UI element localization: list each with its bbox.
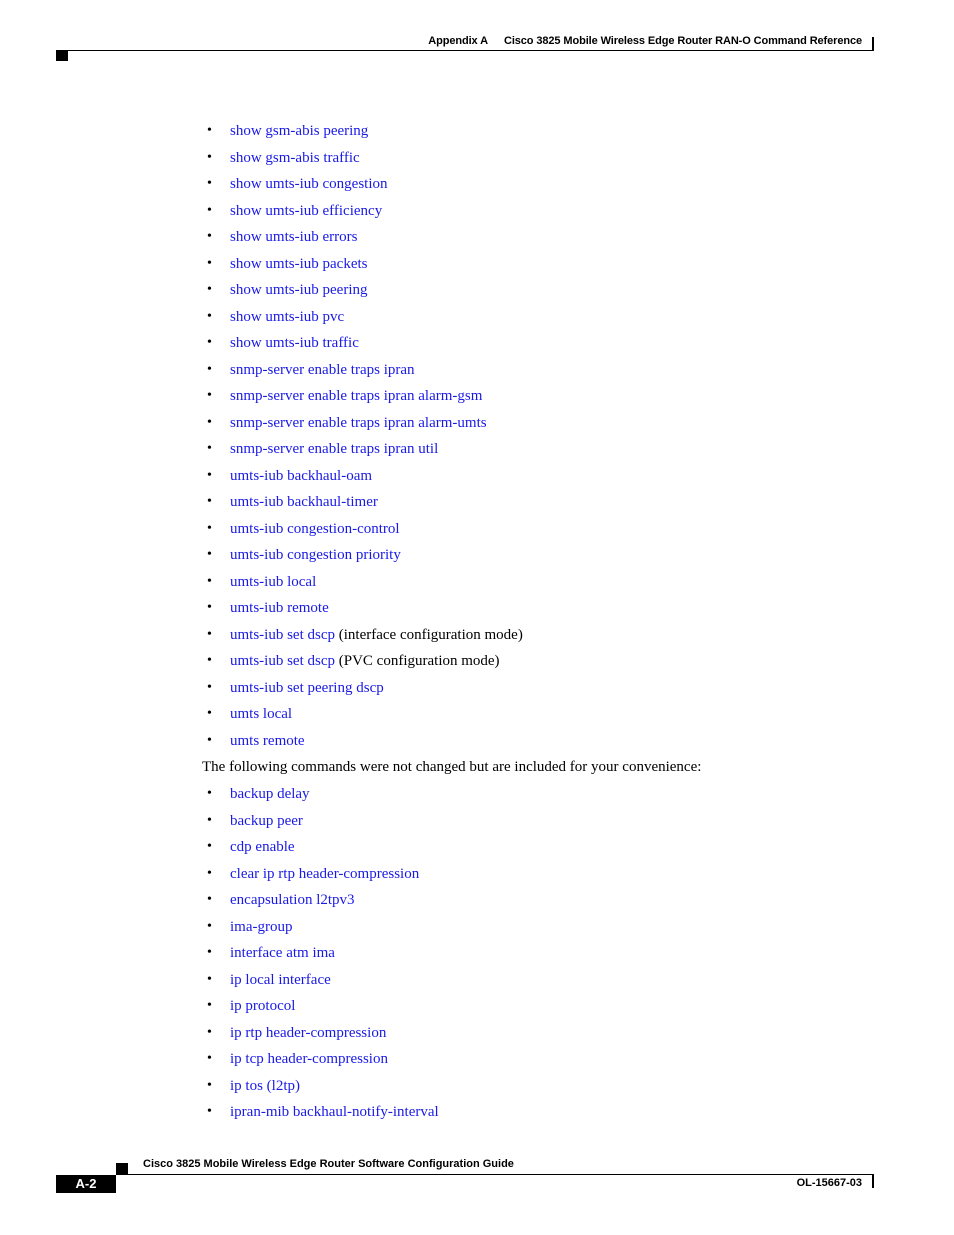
- list-item: [202, 251, 523, 278]
- list-item: [202, 224, 523, 251]
- header-title: Cisco 3825 Mobile Wireless Edge Router RAN-O Command Reference: [503, 35, 862, 47]
- list-item: [202, 622, 523, 649]
- command-link[interactable]: cdp enable: [230, 839, 295, 855]
- list-item: [202, 1046, 439, 1073]
- list-item: [202, 728, 523, 755]
- list-item: [202, 781, 439, 808]
- bullet-icon: •: [207, 971, 212, 987]
- bullet-icon: •: [207, 176, 212, 191]
- command-link[interactable]: ipran-mib backhaul-notify-interval: [230, 1104, 439, 1120]
- list-item: [202, 861, 439, 888]
- command-link[interactable]: clear ip rtp header-compression: [230, 865, 420, 882]
- header-tick-mark: [872, 37, 874, 51]
- header-section: Appendix A: [428, 35, 488, 47]
- changed-commands-list: [202, 118, 523, 754]
- bullet-icon: •: [207, 918, 212, 934]
- bullet-icon: •: [207, 547, 212, 562]
- command-link[interactable]: show umts-iub traffic: [230, 335, 359, 351]
- command-link[interactable]: ip tos (l2tp): [230, 1077, 300, 1094]
- bullet-icon: •: [207, 892, 212, 907]
- command-link[interactable]: umts-iub backhaul-oam: [230, 467, 373, 484]
- list-item: [202, 357, 523, 384]
- bullet-icon: •: [207, 786, 212, 801]
- running-header: [428, 35, 862, 47]
- list-item: [202, 489, 523, 516]
- list-item: [202, 1099, 439, 1126]
- page-number-badge: A-2: [56, 1175, 116, 1193]
- bullet-icon: •: [207, 335, 212, 350]
- list-item: [202, 887, 439, 914]
- command-link[interactable]: umts-iub remote: [230, 600, 329, 616]
- list-item: [202, 569, 523, 596]
- bullet-icon: •: [207, 573, 212, 589]
- command-link[interactable]: umts remote: [230, 732, 305, 749]
- list-item: [202, 1073, 439, 1100]
- command-link[interactable]: backup peer: [230, 812, 303, 829]
- command-link[interactable]: umts-iub backhaul-timer: [230, 494, 378, 510]
- bullet-icon: •: [207, 494, 212, 509]
- list-item: [202, 383, 523, 410]
- command-link[interactable]: ip local interface: [230, 971, 331, 988]
- command-link[interactable]: show umts-iub pvc: [230, 308, 345, 325]
- command-link[interactable]: show umts-iub packets: [230, 255, 368, 272]
- bullet-icon: •: [207, 467, 212, 483]
- list-item: [202, 993, 439, 1020]
- command-link[interactable]: backup delay: [230, 786, 310, 802]
- command-link[interactable]: umts local: [230, 706, 293, 722]
- command-link[interactable]: umts-iub set dscp: [230, 626, 335, 643]
- command-qualifier: (PVC configuration mode): [335, 653, 500, 669]
- footer-rule: [116, 1174, 874, 1175]
- bullet-icon: •: [207, 706, 212, 721]
- command-link[interactable]: interface atm ima: [230, 945, 335, 961]
- footer-guide-title: Cisco 3825 Mobile Wireless Edge Router Software Configuration Guide: [143, 1158, 514, 1170]
- bullet-icon: •: [207, 812, 212, 828]
- command-link[interactable]: ima-group: [230, 918, 293, 935]
- command-link[interactable]: umts-iub set peering dscp: [230, 679, 384, 696]
- list-item: [202, 198, 523, 225]
- command-link[interactable]: show umts-iub efficiency: [230, 202, 383, 219]
- bullet-icon: •: [207, 202, 212, 218]
- bullet-icon: •: [207, 414, 212, 430]
- header-block-mark: [56, 51, 68, 61]
- list-item: [202, 304, 523, 331]
- list-item: [202, 277, 523, 304]
- command-link[interactable]: encapsulation l2tpv3: [230, 892, 355, 908]
- bullet-icon: •: [207, 149, 212, 165]
- command-link[interactable]: show umts-iub congestion: [230, 176, 388, 192]
- bullet-icon: •: [207, 388, 212, 403]
- bullet-icon: •: [207, 123, 212, 138]
- footer-block-mark: [116, 1163, 128, 1174]
- list-item: [202, 595, 523, 622]
- list-item: [202, 834, 439, 861]
- footer-tick-mark: [872, 1174, 874, 1188]
- list-item: [202, 516, 523, 543]
- command-link[interactable]: ip rtp header-compression: [230, 1024, 387, 1041]
- command-link[interactable]: show umts-iub peering: [230, 282, 368, 298]
- list-item: [202, 701, 523, 728]
- command-link[interactable]: show gsm-abis traffic: [230, 149, 360, 166]
- list-item: [202, 436, 523, 463]
- list-item: [202, 463, 523, 490]
- bullet-icon: •: [207, 626, 212, 642]
- command-link[interactable]: show gsm-abis peering: [230, 123, 369, 139]
- list-item: [202, 675, 523, 702]
- command-link[interactable]: ip protocol: [230, 998, 296, 1014]
- bullet-icon: •: [207, 229, 212, 244]
- bullet-icon: •: [207, 679, 212, 695]
- command-link[interactable]: ip tcp header-compression: [230, 1051, 388, 1067]
- bullet-icon: •: [207, 1104, 212, 1119]
- list-item: [202, 171, 523, 198]
- bullet-icon: •: [207, 441, 212, 456]
- list-item: [202, 940, 439, 967]
- unchanged-intro-paragraph: The following commands were not changed but are included for your convenience:: [202, 759, 702, 775]
- command-link[interactable]: snmp-server enable traps ipran: [230, 361, 415, 378]
- list-item: [202, 145, 523, 172]
- list-item: [202, 808, 439, 835]
- list-item: [202, 1020, 439, 1047]
- bullet-icon: •: [207, 282, 212, 297]
- bullet-icon: •: [207, 732, 212, 748]
- bullet-icon: •: [207, 998, 212, 1013]
- bullet-icon: •: [207, 255, 212, 271]
- unchanged-commands-list: [202, 781, 439, 1126]
- bullet-icon: •: [207, 520, 212, 536]
- bullet-icon: •: [207, 600, 212, 615]
- footer-doc-number: OL-15667-03: [796, 1177, 862, 1189]
- bullet-icon: •: [207, 308, 212, 324]
- command-link[interactable]: umts-iub set dscp: [230, 653, 335, 669]
- list-item: [202, 914, 439, 941]
- bullet-icon: •: [207, 1024, 212, 1040]
- bullet-icon: •: [207, 865, 212, 881]
- list-item: [202, 542, 523, 569]
- command-link[interactable]: snmp-server enable traps ipran alarm-umts: [230, 414, 487, 431]
- command-link[interactable]: umts-iub congestion priority: [230, 547, 401, 563]
- list-item: [202, 410, 523, 437]
- bullet-icon: •: [207, 653, 212, 668]
- list-item: [202, 330, 523, 357]
- command-link[interactable]: show umts-iub errors: [230, 229, 358, 245]
- bullet-icon: •: [207, 1077, 212, 1093]
- list-item: [202, 118, 523, 145]
- command-qualifier: (interface configuration mode): [335, 626, 523, 643]
- header-rule: [56, 50, 874, 51]
- bullet-icon: •: [207, 361, 212, 377]
- command-link[interactable]: snmp-server enable traps ipran util: [230, 441, 439, 457]
- bullet-icon: •: [207, 1051, 212, 1066]
- command-link[interactable]: snmp-server enable traps ipran alarm-gsm: [230, 388, 483, 404]
- bullet-icon: •: [207, 839, 212, 854]
- bullet-icon: •: [207, 945, 212, 960]
- command-link[interactable]: umts-iub local: [230, 573, 317, 590]
- list-item: [202, 967, 439, 994]
- command-link[interactable]: umts-iub congestion-control: [230, 520, 400, 537]
- list-item: [202, 648, 523, 675]
